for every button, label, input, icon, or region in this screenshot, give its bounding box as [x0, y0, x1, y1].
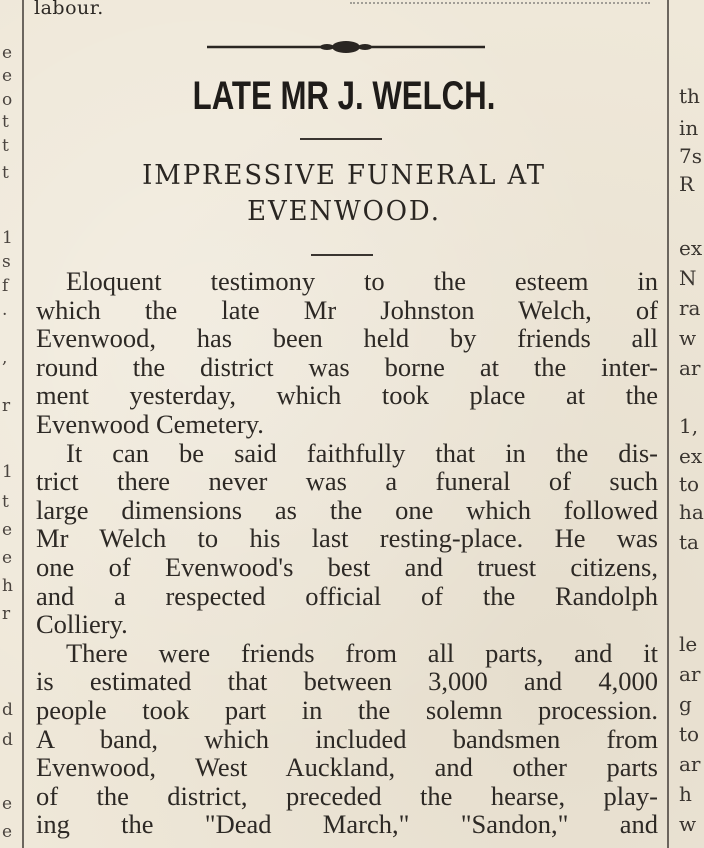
- left-column-rule: [22, 0, 24, 848]
- text-line: and a respected official of the Randolph: [36, 580, 658, 611]
- right-column-fragment: [675, 0, 704, 848]
- subheadline-line-1: IMPRESSIVE FUNERAL AT: [142, 160, 546, 191]
- right-fragment-text: g: [679, 692, 692, 716]
- right-fragment-text: to: [679, 472, 700, 496]
- left-fragment-char: t: [2, 492, 9, 512]
- left-fragment-char: e: [2, 548, 13, 568]
- text-line: Colliery.: [36, 609, 128, 640]
- left-fragment-char: d: [2, 700, 13, 720]
- left-fragment-char: ,: [2, 348, 8, 368]
- right-fragment-text: to: [679, 722, 700, 746]
- left-fragment-char: e: [2, 66, 13, 86]
- text-line: Eloquent testimony to the esteem in: [66, 266, 658, 296]
- text-line: It can be said faithfully that in the dis-: [66, 437, 658, 468]
- left-fragment-char: e: [2, 794, 13, 814]
- left-fragment-char: e: [2, 520, 13, 540]
- left-fragment-char: t: [2, 112, 9, 132]
- left-column-fragment: [0, 0, 20, 848]
- article-body: [36, 267, 658, 839]
- left-fragment-char: 1: [2, 228, 13, 248]
- text-line: A band, which included bandsmen from: [36, 723, 658, 754]
- text-line: There were friends from all parts, and it: [66, 637, 658, 668]
- text-line: Evenwood Cemetery.: [36, 408, 264, 439]
- right-fragment-text: 1,: [679, 414, 699, 438]
- left-fragment-char: r: [2, 604, 11, 624]
- previous-article-last-word: labour.: [34, 0, 104, 19]
- right-fragment-text: h: [679, 782, 692, 806]
- left-fragment-char: e: [2, 822, 13, 842]
- left-fragment-char: .: [2, 300, 8, 320]
- right-fragment-text: N: [679, 266, 697, 290]
- right-fragment-text: ha: [679, 500, 704, 524]
- left-fragment-char: h: [2, 576, 13, 596]
- right-fragment-text: ar: [679, 752, 701, 776]
- left-fragment-char: e: [2, 43, 13, 63]
- text-line: Mr Welch to his last resting-place. He was: [36, 523, 658, 554]
- text-line: round the district was borne at the inter-: [36, 351, 658, 382]
- right-fragment-text: ar: [679, 356, 701, 380]
- left-fragment-char: t: [2, 163, 9, 183]
- text-line: one of Evenwood's best and truest citizens,: [36, 551, 658, 582]
- left-fragment-char: t: [2, 136, 9, 156]
- right-fragment-text: le: [679, 632, 698, 656]
- right-fragment-text: ta: [679, 530, 699, 554]
- right-fragment-text: ex: [679, 236, 703, 260]
- text-line: people took part in the solemn procession.: [36, 694, 658, 725]
- paragraph: [36, 267, 658, 439]
- left-fragment-char: s: [2, 252, 11, 272]
- left-fragment-char: o: [2, 90, 13, 110]
- left-fragment-char: r: [2, 396, 11, 416]
- right-fragment-text: w: [679, 812, 697, 836]
- paragraph: [36, 639, 658, 839]
- left-fragment-char: d: [2, 730, 13, 750]
- text-line: Evenwood, has been held by friends all: [36, 323, 658, 354]
- right-fragment-text: w: [679, 326, 697, 350]
- paragraph: [36, 439, 658, 639]
- right-fragment-text: ex: [679, 444, 703, 468]
- right-fragment-text: ra: [679, 296, 701, 320]
- text-line: ing the "Dead March," "Sandon," and: [36, 809, 658, 840]
- text-line: trict there never was a funeral of such: [36, 466, 658, 497]
- text-line: which the late Mr Johnston Welch, of: [36, 294, 658, 325]
- text-line: ment yesterday, which took place at the: [36, 380, 658, 411]
- text-line: large dimensions as the one which followed: [36, 494, 658, 525]
- headline-rule: [300, 138, 382, 140]
- text-line: of the district, preceded the hearse, play-: [36, 780, 658, 811]
- subheadline-rule: [311, 254, 373, 256]
- text-line: is estimated that between 3,000 and 4,000: [36, 666, 658, 697]
- ornament-divider: [207, 40, 485, 54]
- headline: LATE MR J. WELCH.: [192, 74, 496, 118]
- right-column-rule: [667, 0, 669, 848]
- left-fragment-char: f: [2, 276, 9, 296]
- subheadline-line-2: EVENWOOD.: [247, 196, 441, 227]
- right-fragment-text: R: [679, 172, 695, 196]
- right-fragment-text: 7s: [679, 144, 702, 168]
- text-line: Evenwood, West Auckland, and other parts: [36, 752, 658, 783]
- right-fragment-text: ar: [679, 662, 701, 686]
- previous-article-fragment: [350, 0, 650, 4]
- right-fragment-text: in: [679, 116, 699, 140]
- left-fragment-char: 1: [2, 462, 13, 482]
- right-fragment-text: th: [679, 84, 700, 108]
